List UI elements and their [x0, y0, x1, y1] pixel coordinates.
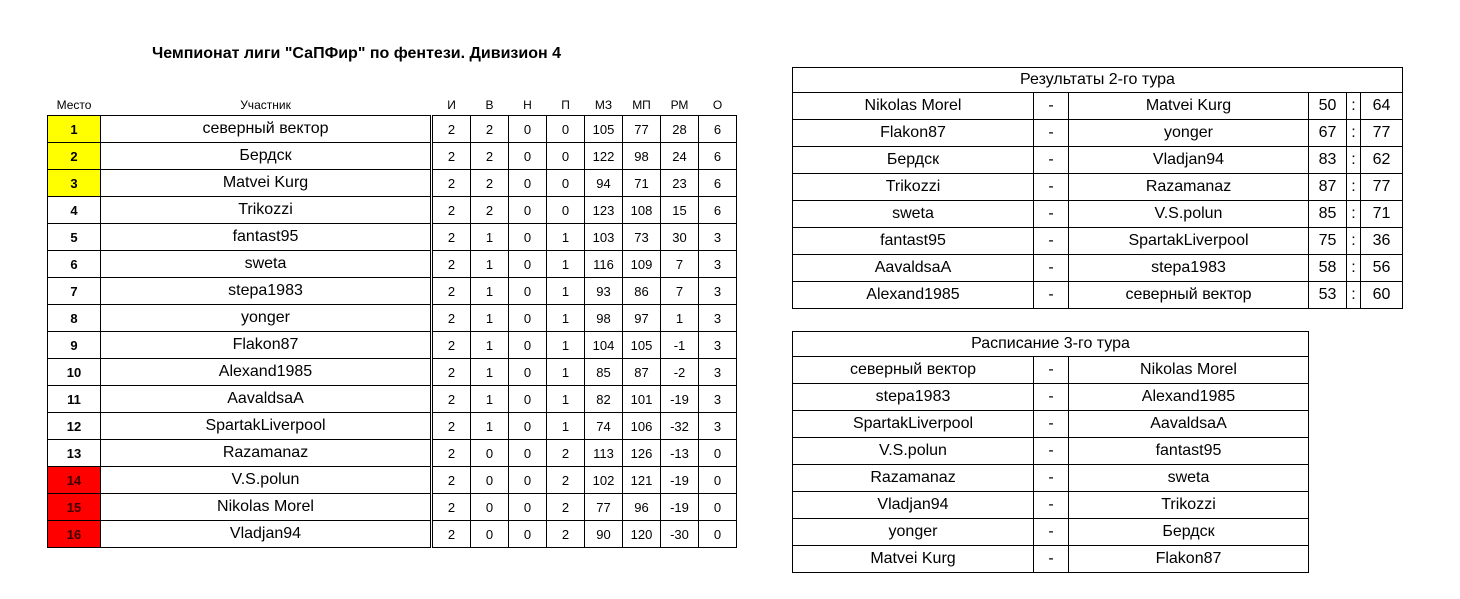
- home-team: V.S.polun: [793, 438, 1034, 465]
- schedule-row: [793, 411, 1309, 438]
- home-team: stepa1983: [793, 384, 1034, 411]
- draws-cell: 0: [509, 143, 547, 170]
- header-scored: МЗ: [594, 98, 613, 112]
- participant-cell: V.S.polun: [101, 467, 431, 494]
- table-row: [48, 251, 737, 278]
- place-cell: 11: [48, 386, 101, 413]
- points-cell: 6: [699, 143, 737, 170]
- games-cell: 2: [433, 521, 471, 548]
- table-row: [48, 440, 737, 467]
- away-score: 64: [1361, 93, 1403, 120]
- away-team: stepa1983: [1069, 255, 1309, 282]
- place-cell: 6: [48, 251, 101, 278]
- table-row: [48, 494, 737, 521]
- home-team: Nikolas Morel: [793, 93, 1034, 120]
- standings-header-row: [48, 95, 737, 116]
- away-score: 71: [1361, 201, 1403, 228]
- scored-cell: 123: [585, 197, 623, 224]
- diff-cell: 28: [661, 116, 699, 143]
- conceded-cell: 109: [623, 251, 661, 278]
- participant-cell: Nikolas Morel: [101, 494, 431, 521]
- place-cell: 14: [48, 467, 101, 494]
- results-title-row: [793, 68, 1403, 93]
- diff-cell: 7: [661, 251, 699, 278]
- draws-cell: 0: [509, 440, 547, 467]
- games-cell: 2: [433, 305, 471, 332]
- participant-cell: Vladjan94: [101, 521, 431, 548]
- away-team: SpartakLiverpool: [1069, 228, 1309, 255]
- diff-cell: -19: [661, 494, 699, 521]
- away-team: северный вектор: [1069, 282, 1309, 309]
- place-cell: 16: [48, 521, 101, 548]
- home-team: Бердск: [793, 147, 1034, 174]
- home-score: 50: [1309, 93, 1347, 120]
- conceded-cell: 71: [623, 170, 661, 197]
- wins-cell: 0: [471, 467, 509, 494]
- scored-cell: 98: [585, 305, 623, 332]
- home-score: 53: [1309, 282, 1347, 309]
- scored-cell: 82: [585, 386, 623, 413]
- games-cell: 2: [433, 413, 471, 440]
- table-row: [48, 278, 737, 305]
- games-cell: 2: [433, 251, 471, 278]
- participant-cell: fantast95: [101, 224, 431, 251]
- schedule-table: [792, 331, 1309, 573]
- home-team: AavaldsaA: [793, 255, 1034, 282]
- scored-cell: 122: [585, 143, 623, 170]
- header-points: О: [712, 98, 723, 112]
- table-row: [48, 116, 737, 143]
- away-team: Alexand1985: [1069, 384, 1309, 411]
- diff-cell: 30: [661, 224, 699, 251]
- diff-cell: 1: [661, 305, 699, 332]
- place-cell: 4: [48, 197, 101, 224]
- wins-cell: 2: [471, 197, 509, 224]
- table-row: [48, 413, 737, 440]
- home-team: SpartakLiverpool: [793, 411, 1034, 438]
- diff-cell: 7: [661, 278, 699, 305]
- games-cell: 2: [433, 278, 471, 305]
- vs-separator: -: [1034, 438, 1069, 465]
- scored-cell: 94: [585, 170, 623, 197]
- losses-cell: 1: [547, 332, 585, 359]
- participant-cell: Бердск: [101, 143, 431, 170]
- scored-cell: 103: [585, 224, 623, 251]
- schedule-title: Расписание 3-го тура: [793, 332, 1309, 357]
- losses-cell: 0: [547, 143, 585, 170]
- points-cell: 0: [699, 494, 737, 521]
- diff-cell: 24: [661, 143, 699, 170]
- draws-cell: 0: [509, 521, 547, 548]
- place-cell: 7: [48, 278, 101, 305]
- result-row: [793, 282, 1403, 309]
- vs-separator: -: [1034, 411, 1069, 438]
- place-cell: 5: [48, 224, 101, 251]
- away-team: V.S.polun: [1069, 201, 1309, 228]
- away-team: Trikozzi: [1069, 492, 1309, 519]
- losses-cell: 1: [547, 278, 585, 305]
- wins-cell: 1: [471, 224, 509, 251]
- header-draws: Н: [523, 98, 532, 112]
- games-cell: 2: [433, 359, 471, 386]
- draws-cell: 0: [509, 197, 547, 224]
- draws-cell: 0: [509, 116, 547, 143]
- table-row: [48, 386, 737, 413]
- scored-cell: 113: [585, 440, 623, 467]
- result-row: [793, 228, 1403, 255]
- wins-cell: 0: [471, 494, 509, 521]
- draws-cell: 0: [509, 467, 547, 494]
- conceded-cell: 86: [623, 278, 661, 305]
- home-team: fantast95: [793, 228, 1034, 255]
- schedule-row: [793, 357, 1309, 384]
- participant-cell: северный вектор: [101, 116, 431, 143]
- losses-cell: 1: [547, 413, 585, 440]
- home-score: 58: [1309, 255, 1347, 282]
- losses-cell: 2: [547, 440, 585, 467]
- games-cell: 2: [433, 116, 471, 143]
- scored-cell: 104: [585, 332, 623, 359]
- wins-cell: 1: [471, 278, 509, 305]
- away-team: sweta: [1069, 465, 1309, 492]
- home-score: 87: [1309, 174, 1347, 201]
- home-team: Matvei Kurg: [793, 546, 1034, 573]
- scored-cell: 85: [585, 359, 623, 386]
- scored-cell: 93: [585, 278, 623, 305]
- draws-cell: 0: [509, 251, 547, 278]
- header-conceded: МП: [632, 98, 651, 112]
- points-cell: 3: [699, 224, 737, 251]
- losses-cell: 2: [547, 521, 585, 548]
- scored-cell: 74: [585, 413, 623, 440]
- header-games: И: [447, 98, 456, 112]
- losses-cell: 2: [547, 467, 585, 494]
- losses-cell: 2: [547, 494, 585, 521]
- away-score: 56: [1361, 255, 1403, 282]
- games-cell: 2: [433, 494, 471, 521]
- home-team: sweta: [793, 201, 1034, 228]
- participant-cell: sweta: [101, 251, 431, 278]
- conceded-cell: 98: [623, 143, 661, 170]
- losses-cell: 1: [547, 251, 585, 278]
- losses-cell: 0: [547, 170, 585, 197]
- draws-cell: 0: [509, 386, 547, 413]
- games-cell: 2: [433, 170, 471, 197]
- losses-cell: 0: [547, 116, 585, 143]
- schedule-row: [793, 546, 1309, 573]
- away-team: yonger: [1069, 120, 1309, 147]
- place-cell: 10: [48, 359, 101, 386]
- losses-cell: 1: [547, 386, 585, 413]
- vs-separator: -: [1034, 546, 1069, 573]
- points-cell: 3: [699, 413, 737, 440]
- diff-cell: -19: [661, 467, 699, 494]
- home-score: 67: [1309, 120, 1347, 147]
- home-team: yonger: [793, 519, 1034, 546]
- vs-separator: -: [1034, 93, 1069, 120]
- points-cell: 3: [699, 305, 737, 332]
- away-team: Nikolas Morel: [1069, 357, 1309, 384]
- result-row: [793, 174, 1403, 201]
- page-title: Чемпионат лиги "СаПФир" по фентези. Дивизион 4: [152, 45, 561, 62]
- away-score: 77: [1361, 174, 1403, 201]
- losses-cell: 1: [547, 305, 585, 332]
- conceded-cell: 73: [623, 224, 661, 251]
- schedule-row: [793, 465, 1309, 492]
- scored-cell: 102: [585, 467, 623, 494]
- games-cell: 2: [433, 332, 471, 359]
- schedule-row: [793, 492, 1309, 519]
- participant-cell: Razamanaz: [101, 440, 431, 467]
- score-colon: :: [1347, 255, 1361, 282]
- results-title: Результаты 2-го тура: [793, 68, 1403, 93]
- wins-cell: 2: [471, 116, 509, 143]
- wins-cell: 1: [471, 386, 509, 413]
- header-participant: Участник: [240, 98, 291, 112]
- score-colon: :: [1347, 282, 1361, 309]
- wins-cell: 0: [471, 521, 509, 548]
- participant-cell: AavaldsaA: [101, 386, 431, 413]
- scored-cell: 90: [585, 521, 623, 548]
- diff-cell: -32: [661, 413, 699, 440]
- away-team: Razamanaz: [1069, 174, 1309, 201]
- wins-cell: 2: [471, 170, 509, 197]
- score-colon: :: [1347, 147, 1361, 174]
- score-colon: :: [1347, 228, 1361, 255]
- points-cell: 3: [699, 359, 737, 386]
- score-colon: :: [1347, 201, 1361, 228]
- vs-separator: -: [1034, 492, 1069, 519]
- conceded-cell: 105: [623, 332, 661, 359]
- points-cell: 6: [699, 116, 737, 143]
- vs-separator: -: [1034, 357, 1069, 384]
- wins-cell: 2: [471, 143, 509, 170]
- score-colon: :: [1347, 174, 1361, 201]
- header-wins: В: [485, 98, 494, 112]
- scored-cell: 105: [585, 116, 623, 143]
- place-cell: 3: [48, 170, 101, 197]
- home-team: Alexand1985: [793, 282, 1034, 309]
- diff-cell: 15: [661, 197, 699, 224]
- result-row: [793, 201, 1403, 228]
- draws-cell: 0: [509, 413, 547, 440]
- draws-cell: 0: [509, 224, 547, 251]
- table-row: [48, 359, 737, 386]
- diff-cell: -30: [661, 521, 699, 548]
- table-row: [48, 467, 737, 494]
- vs-separator: -: [1034, 120, 1069, 147]
- draws-cell: 0: [509, 494, 547, 521]
- place-cell: 2: [48, 143, 101, 170]
- losses-cell: 0: [547, 197, 585, 224]
- result-row: [793, 93, 1403, 120]
- vs-separator: -: [1034, 282, 1069, 309]
- points-cell: 3: [699, 278, 737, 305]
- scored-cell: 116: [585, 251, 623, 278]
- home-team: Trikozzi: [793, 174, 1034, 201]
- participant-cell: SpartakLiverpool: [101, 413, 431, 440]
- games-cell: 2: [433, 440, 471, 467]
- conceded-cell: 77: [623, 116, 661, 143]
- games-cell: 2: [433, 224, 471, 251]
- vs-separator: -: [1034, 201, 1069, 228]
- away-team: Бердск: [1069, 519, 1309, 546]
- vs-separator: -: [1034, 174, 1069, 201]
- vs-separator: -: [1034, 147, 1069, 174]
- participant-cell: Matvei Kurg: [101, 170, 431, 197]
- wins-cell: 1: [471, 251, 509, 278]
- diff-cell: 23: [661, 170, 699, 197]
- points-cell: 0: [699, 467, 737, 494]
- points-cell: 6: [699, 170, 737, 197]
- participant-cell: Flakon87: [101, 332, 431, 359]
- conceded-cell: 101: [623, 386, 661, 413]
- conceded-cell: 120: [623, 521, 661, 548]
- table-row: [48, 332, 737, 359]
- away-score: 60: [1361, 282, 1403, 309]
- losses-cell: 1: [547, 359, 585, 386]
- vs-separator: -: [1034, 384, 1069, 411]
- wins-cell: 1: [471, 332, 509, 359]
- home-score: 85: [1309, 201, 1347, 228]
- table-row: [48, 197, 737, 224]
- games-cell: 2: [433, 197, 471, 224]
- points-cell: 3: [699, 251, 737, 278]
- away-team: Matvei Kurg: [1069, 93, 1309, 120]
- header-losses: П: [561, 98, 570, 112]
- away-team: Vladjan94: [1069, 147, 1309, 174]
- schedule-row: [793, 384, 1309, 411]
- games-cell: 2: [433, 386, 471, 413]
- header-place: Место: [56, 98, 92, 112]
- vs-separator: -: [1034, 228, 1069, 255]
- diff-cell: -19: [661, 386, 699, 413]
- scored-cell: 77: [585, 494, 623, 521]
- header-diff: РМ: [670, 98, 689, 112]
- place-cell: 8: [48, 305, 101, 332]
- schedule-title-row: [793, 332, 1309, 357]
- away-team: AavaldsaA: [1069, 411, 1309, 438]
- participant-cell: Alexand1985: [101, 359, 431, 386]
- points-cell: 3: [699, 386, 737, 413]
- vs-separator: -: [1034, 465, 1069, 492]
- table-row: [48, 170, 737, 197]
- conceded-cell: 96: [623, 494, 661, 521]
- home-score: 75: [1309, 228, 1347, 255]
- participant-cell: Trikozzi: [101, 197, 431, 224]
- points-cell: 3: [699, 332, 737, 359]
- results-table: [792, 67, 1403, 309]
- score-colon: :: [1347, 93, 1361, 120]
- points-cell: 6: [699, 197, 737, 224]
- diff-cell: -13: [661, 440, 699, 467]
- home-team: северный вектор: [793, 357, 1034, 384]
- draws-cell: 0: [509, 305, 547, 332]
- result-row: [793, 120, 1403, 147]
- place-cell: 1: [48, 116, 101, 143]
- schedule-row: [793, 438, 1309, 465]
- place-cell: 15: [48, 494, 101, 521]
- away-team: Flakon87: [1069, 546, 1309, 573]
- conceded-cell: 108: [623, 197, 661, 224]
- wins-cell: 1: [471, 305, 509, 332]
- place-cell: 12: [48, 413, 101, 440]
- conceded-cell: 126: [623, 440, 661, 467]
- conceded-cell: 87: [623, 359, 661, 386]
- points-cell: 0: [699, 521, 737, 548]
- vs-separator: -: [1034, 519, 1069, 546]
- away-score: 36: [1361, 228, 1403, 255]
- participant-cell: yonger: [101, 305, 431, 332]
- draws-cell: 0: [509, 278, 547, 305]
- draws-cell: 0: [509, 170, 547, 197]
- vs-separator: -: [1034, 255, 1069, 282]
- wins-cell: 1: [471, 413, 509, 440]
- home-score: 83: [1309, 147, 1347, 174]
- conceded-cell: 106: [623, 413, 661, 440]
- home-team: Vladjan94: [793, 492, 1034, 519]
- draws-cell: 0: [509, 359, 547, 386]
- wins-cell: 0: [471, 440, 509, 467]
- points-cell: 0: [699, 440, 737, 467]
- games-cell: 2: [433, 467, 471, 494]
- conceded-cell: 121: [623, 467, 661, 494]
- table-row: [48, 143, 737, 170]
- games-cell: 2: [433, 143, 471, 170]
- score-colon: :: [1347, 120, 1361, 147]
- conceded-cell: 97: [623, 305, 661, 332]
- table-row: [48, 224, 737, 251]
- away-team: fantast95: [1069, 438, 1309, 465]
- result-row: [793, 255, 1403, 282]
- away-score: 62: [1361, 147, 1403, 174]
- home-team: Flakon87: [793, 120, 1034, 147]
- diff-cell: -1: [661, 332, 699, 359]
- losses-cell: 1: [547, 224, 585, 251]
- standings-table: [47, 95, 737, 548]
- schedule-row: [793, 519, 1309, 546]
- wins-cell: 1: [471, 359, 509, 386]
- away-score: 77: [1361, 120, 1403, 147]
- draws-cell: 0: [509, 332, 547, 359]
- participant-cell: stepa1983: [101, 278, 431, 305]
- result-row: [793, 147, 1403, 174]
- place-cell: 13: [48, 440, 101, 467]
- place-cell: 9: [48, 332, 101, 359]
- table-row: [48, 305, 737, 332]
- diff-cell: -2: [661, 359, 699, 386]
- home-team: Razamanaz: [793, 465, 1034, 492]
- table-row: [48, 521, 737, 548]
